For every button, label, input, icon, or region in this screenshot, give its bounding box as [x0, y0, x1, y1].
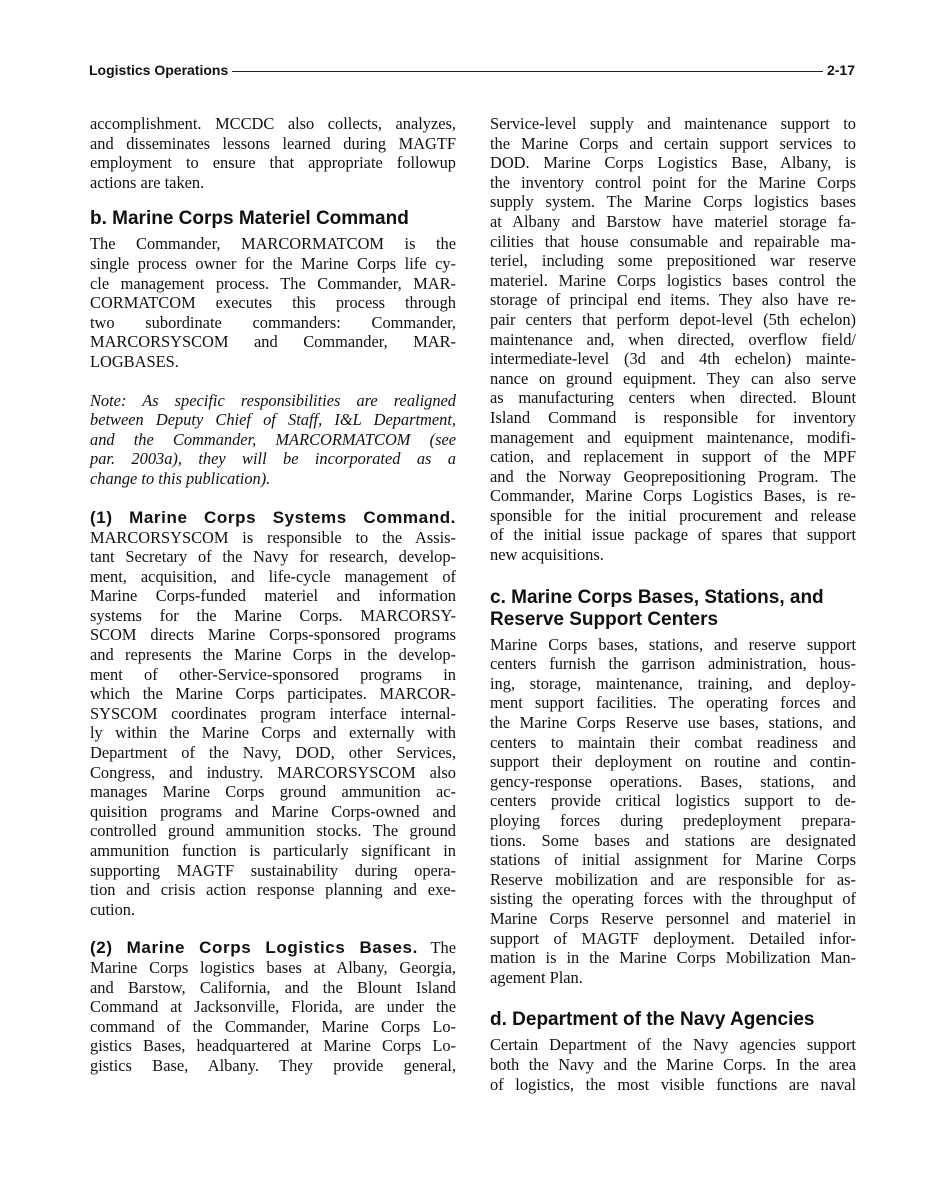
text-line: Reserve mobilization and are responsible for as- — [490, 869, 856, 889]
paragraph-systems-command — [90, 508, 456, 920]
text-line: tions. Some bases and stations are designated — [490, 830, 856, 850]
text-line: maintenance and, when directed, overflow field/ — [490, 329, 856, 349]
text-line: controlled ground ammunition stocks. The ground — [90, 821, 456, 841]
text-line: pair centers that perform depot-level (5th echelon) — [490, 309, 856, 329]
heading-navy-agencies: d. Department of the Navy Agencies — [490, 1009, 815, 1031]
text-line: and disseminates lessons learned during MAGTF — [90, 133, 456, 153]
note-paragraph — [90, 391, 456, 489]
text-line: Marine Corps Reserve personnel and materiel in — [490, 908, 856, 928]
text-line: gistics Bases, headquartered at Marine Corps Lo- — [90, 1036, 456, 1056]
text-line: MARCORSYSCOM and Commander, MAR- — [90, 332, 456, 352]
text-line: systems for the Marine Corps. MARCORSY- — [90, 605, 456, 625]
text-line: centers to maintain their combat readiness and — [490, 732, 856, 752]
header-rule — [232, 71, 823, 72]
text-line: support their deployment on routine and contin- — [490, 752, 856, 772]
text-line: ment, acquisition, and life-cycle management of — [90, 566, 456, 586]
text-line: both the Navy and the Marine Corps. In the area — [490, 1054, 856, 1074]
text-line: accomplishment. MCCDC also collects, analyzes, — [90, 114, 456, 133]
text-line: ly within the Marine Corps and externally with — [90, 723, 456, 743]
text-line: Marine Corps-funded materiel and information — [90, 586, 456, 606]
paragraph-intro — [90, 114, 456, 192]
text-line: centers furnish the garrison administration, hous- — [490, 654, 856, 674]
text-line: supporting MAGTF sustainability during opera- — [90, 860, 456, 880]
text-line: tion and crisis action response planning and exe- — [90, 880, 456, 900]
text-line: manages Marine Corps ground ammunition ac- — [90, 782, 456, 802]
running-header — [89, 60, 855, 80]
text-line: The Commander, MARCORMATCOM is the — [90, 234, 456, 254]
text-line: DOD. Marine Corps Logistics Base, Albany, is — [490, 153, 856, 173]
text-line: at Albany and Barstow have materiel storage fa- — [490, 211, 856, 231]
paragraph-logistics-bases-continued — [490, 114, 856, 565]
paragraph-logistics-bases: (2) Marine Corps Logistics Bases. The Marine Corps logistics bases at Albany, Georgia, and Barstow, California, and the Blount Island Command at Jacksonville, Florida, are under the command of the Commander, Marine Corps Lo- gistics Bases, headquartered at Marine Corps Lo- gistics Base, Albany. They provide general, — [90, 938, 456, 1075]
text-line: ploying forces during predeployment prepara- — [490, 811, 856, 830]
heading-materiel-command: b. Marine Corps Materiel Command — [90, 208, 409, 230]
text-line: between Deputy Chief of Staff, I&L Department, — [90, 410, 456, 430]
text-line: Note: As specific responsibilities are realigned — [90, 390, 456, 410]
text-line: Marine Corps bases, stations, and reserve support — [490, 634, 856, 654]
text-line: Commander, Marine Corps Logistics Bases, is re- — [490, 486, 856, 506]
text-line: of the initial issue package of spares that support — [490, 525, 856, 545]
text-line: gency-response operations. Bases, stations, and — [490, 771, 856, 791]
heading-systems-command: (1) Marine Corps Systems Command. — [90, 507, 456, 527]
text-line: stations of initial assignment for Marine Corps — [490, 850, 856, 870]
text-line: the Marine Corps and certain support services to — [490, 133, 856, 153]
text-line: ment support facilities. The operating forces and — [490, 693, 856, 713]
paragraph-navy-agencies — [490, 1035, 856, 1094]
text-line: support of MAGTF deployment. Detailed infor- — [490, 928, 856, 948]
text-line: ing, storage, maintenance, training, and deploy- — [490, 673, 856, 693]
text-line: CORMATCOM executes this process through — [90, 293, 456, 313]
text-line: new acquisitions. — [490, 545, 604, 565]
paragraph-bases-stations — [490, 635, 856, 988]
text-line: and Barstow, California, and the Blount Island — [90, 977, 456, 997]
paragraph-materiel-command — [90, 234, 456, 371]
text-line: materiel. Marine Corps logistics bases control the — [490, 270, 856, 290]
text-line: Certain Department of the Navy agencies support — [490, 1035, 856, 1055]
text-line: SYSCOM coordinates program interface internal- — [90, 703, 456, 723]
heading-bases-stations-line1: c. Marine Corps Bases, Stations, and — [490, 586, 824, 608]
text-line: supply system. The Marine Corps logistics bases — [490, 192, 856, 212]
text-line: and the Norway Geoprepositioning Program. The — [490, 466, 856, 486]
text-line: LOGBASES. — [90, 351, 179, 371]
text-line: tant Secretary of the Navy for research, develop- — [90, 547, 456, 567]
text-line: SCOM directs Marine Corps-sponsored programs — [90, 625, 456, 645]
text-line: the Marine Corps Reserve use bases, stations, and — [490, 713, 856, 733]
text-line: actions are taken. — [90, 172, 205, 192]
heading-logistics-bases: (2) Marine Corps Logistics Bases. — [90, 938, 418, 958]
text-line: management and equipment maintenance, modifi- — [490, 427, 856, 447]
text-line: sisting the operating forces with the throughput of — [490, 889, 856, 909]
text-line: Department of the Navy, DOD, other Services, — [90, 743, 456, 763]
text-line: nance on ground equipment. They can also serve — [490, 368, 856, 388]
text-line: sponsible for the initial procurement and release — [490, 505, 856, 525]
text-line: and represents the Marine Corps in the develop- — [90, 645, 456, 665]
text-line: and the Commander, MARCORMATCOM (see — [90, 429, 456, 449]
text-line: centers provide critical logistics support to de- — [490, 791, 856, 811]
text-line: teriel, including some prepositioned war reserve — [490, 251, 856, 271]
text-line: single process owner for the Marine Corps life cy- — [90, 253, 456, 273]
text-line: the inventory control point for the Marine Corps — [490, 172, 856, 192]
text-line: Service-level supply and maintenance support to — [490, 114, 856, 133]
text-line: employment to ensure that appropriate followup — [90, 153, 456, 173]
right-column — [490, 114, 856, 1094]
text-line: Command at Jacksonville, Florida, are under the — [90, 997, 456, 1017]
text-line: ammunition function is particularly significant in — [90, 841, 456, 860]
text-line: Island Command is responsible for inventory — [490, 407, 856, 427]
left-column — [90, 114, 456, 1076]
text-line: gistics Base, Albany. They provide general, — [90, 1055, 456, 1075]
text-line: Marine Corps logistics bases at Albany, Georgia, — [90, 957, 456, 977]
text-line: quisition programs and Marine Corps-owned and — [90, 801, 456, 821]
text-line: agement Plan. — [490, 967, 583, 987]
text-line: storage of principal end items. They also have re- — [490, 290, 856, 310]
text-line: intermediate-level (3d and 4th echelon) mainte- — [490, 349, 856, 369]
text-line: as manufacturing centers when directed. Blount — [490, 388, 856, 408]
text-line: change to this publication). — [90, 468, 271, 488]
page-number: 2-17 — [826, 62, 855, 78]
heading-bases-stations-line2: Reserve Support Centers — [490, 608, 719, 630]
text-line: cilities that house consumable and repairable ma- — [490, 231, 856, 251]
text-line: command of the Commander, Marine Corps Lo- — [90, 1016, 456, 1036]
text-line: cation, and replacement in support of the MPF — [490, 447, 856, 467]
text-line: two subordinate commanders: Commander, — [90, 312, 456, 332]
text-line: of logistics, the most visible functions are naval — [490, 1074, 856, 1094]
text-line: cution. — [90, 899, 136, 919]
text-line: MARCORSYSCOM is responsible to the Assis- — [90, 527, 456, 547]
text-line: Congress, and industry. MARCORSYSCOM also — [90, 762, 456, 782]
text-line: ment of other-Service-sponsored programs in — [90, 664, 456, 684]
text-line: cle management process. The Commander, MAR- — [90, 273, 456, 293]
text-line: mation is in the Marine Corps Mobilization Man- — [490, 948, 856, 968]
text-line: par. 2003a), they will be incorporated as a — [90, 449, 456, 469]
section-title: Logistics Operations — [89, 62, 229, 78]
text-line: which the Marine Corps participates. MARCOR- — [90, 684, 456, 704]
